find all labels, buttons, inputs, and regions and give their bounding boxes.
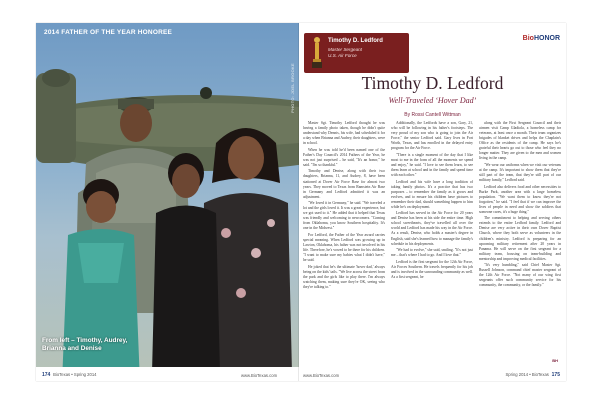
article-column-1: Master Sgt. Timothy Ledford thought he was having a family photo taken, though he didn't quite understand why Dennis, his wife, had scheduled it for a day when Brianna and Audrey, their daughters, were in school. When he was told he'd been named one of the Father's Day Council's 2014 Fathers of the Year, he was not just surprised – he said, "It's an honor," he said. "I'm so thankful." Timothy and Denise, along with their two daughters, Brianna, 11, and Audrey, 8, have been stationed at Dover Air Force Base for almost two years. They moved to Texas from Ramstein Air Base in Germany and Ledford admitted it was an adjustment. "We loved it in Germany," he said. "We traveled a lot and the girls loved it. It was a great experience, but we got used to it." He added that it helped that Texas was friendly and welcoming to newcomers. "Coming from Oklahoma, you know Southern hospitality. It's one in the Midwest." For Ledford, the Father of the Year award carries special meaning. When Ledford was growing up in Lawton, Oklahoma, his father was not involved in his life. Therefore, he's vowed to be there for his children. "I want to make sure my babies what I didn't have," he said. He joked that he's the ultimate 'hover dad,' always being on the kids' tails. "We live across the street from the park and the girls like to play there. I'm always watching them, making sure they're OK, seeing who they're talking to.": [303, 121, 385, 289]
photo-credit: PHOTO: JOEL BROOKE: [290, 63, 295, 113]
left-page-number: 174 BioTexas • Spring 2014: [42, 372, 97, 378]
section-logo: BioHONOR: [522, 35, 560, 42]
older-daughter-figure: [146, 143, 226, 373]
article-subtitle: Well-Traveled ‘Hover Dad’: [388, 96, 477, 105]
right-page-number: Spring 2014 • BioTexas 175: [505, 372, 560, 378]
honoree-name-tag: [304, 33, 409, 73]
article-column-3: along with the First Sergeant Council and their airmen visit Camp Gladiola, a homeless camp for veterans, at least once a month. Their team organizes brigades of blanket drives and helps the Chaplain's Office as the residents of the camp. He says he's grateful their hearts go out to those who feel they no longer matter. They are given to the men and women living in the camp. "We wear our uniforms when we visit our veterans at the camp. It's important to show them that they're still part of the team, that they're still part of our military family," Ledford said. Ledford also delivers food and other necessities to Burke Park, another area with a large homeless population. "We want them to know they're not forgotten," he said. "I feel that if we can improve the lives of people in need and show the soldiers that someone cares, it's a huge thing." The commitment to helping and serving others extends to the entire Ledford family. Ledford and Denise are very active in their own Dover Baptist Church, where they both serve as volunteers in the children's ministry. Ledford is preparing for an upcoming military retirement after 20 years in Panama. He will serve on the first sergeant for a military team, focusing on team-building and mentorship and improving medical facilities. "It's very humbling," said Chief Master Sgt. Russell Johnson, command chief master sergeant of the 12th Air Force. "Not many of our wing first sergeants offer such community service for his community, the community, or the family.": [479, 121, 561, 288]
article-column-2: Additionally, the Ledfords have a son, Gary, 21, who will be following in his father's footsteps. The very proud of my son who is going to join the Air Force," the senior Ledford said. Gary lives in Fort Worth, Texas, and has enrolled in the delayed entry program for the Air Force. "There is a single moment of the day that I like most to me in the form of all the moments we spend and enjoy," he said. "I love to see them learn, to see them learn at school and in the family and spend time with each other." Ledford and his wife have a long tradition of taking family photos. It's a practice that has two purposes – to remember the family as it grows and evolves, and to ensure his children have pictures to remember their dad, should something happen to him while he's on deployment. Ledford has served in the Air Force for 20 years and Denise has been at his side the entire time. High school sweethearts, they've travelled all over the world and Ledford has made his way in the Air Force. As a result, Denise, who holds a master's degree in English, said she's learned how to manage the family's schedule in his deployments. "We had to evolve," she said, smiling. "It's not just me – that's where I had to go. And I love that." Ledford is the first sergeant for the 12th Air Force, Air Forces Southern. He travels frequently for his job and is involved in the surrounding community as well. As a first sergeant, he: [391, 121, 473, 279]
article-byline: By Rossi Cantell Wittman: [404, 112, 461, 118]
tag-rank: Master Sergeant: [328, 47, 362, 52]
right-page-article: [299, 23, 566, 381]
award-statue-icon: [310, 36, 324, 69]
honoree-banner: 2014 FATHER OF THE YEAR HONOREE: [44, 29, 173, 36]
photo-caption: From left – Timothy, Audrey, Brianna and Denise: [42, 337, 128, 352]
left-page-photo: [36, 23, 299, 381]
left-page-footer: [36, 367, 299, 381]
article-body: [303, 121, 561, 331]
left-website: www.BioTexas.com: [241, 373, 278, 378]
article-title: Timothy D. Ledford: [361, 73, 504, 93]
tag-name: Timothy D. Ledford: [328, 38, 383, 44]
right-website: www.BioTexas.com: [303, 373, 340, 378]
magazine-spread: [36, 23, 566, 381]
right-page-footer: [299, 367, 566, 381]
article-end-mark: BH: [552, 358, 558, 363]
tag-branch: U.S. Air Force: [328, 53, 357, 58]
